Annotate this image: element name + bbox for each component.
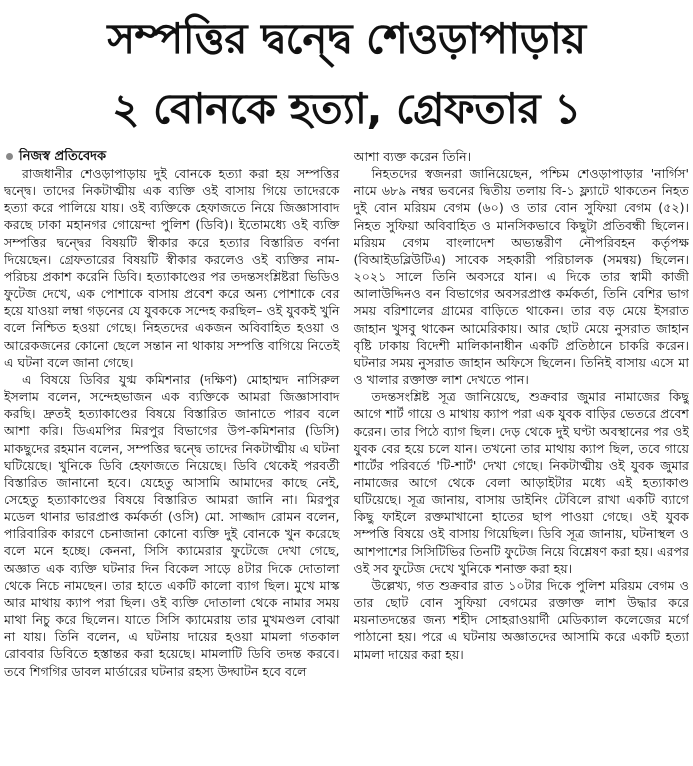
paragraph: উল্লেখ্য, গত শুক্রবার রাত ১০টার দিকে পুলিশ মরিয়ম বেগম ও তার ছোট বোন সুফিয়া বেগমের রক্তাক্ত লাশ উদ্ধার করে ময়নাতদন্তের জন্য শহীদ সোহরাওয়ার্দী মেডিক্যাল কলেজের মর্গে পাঠানো হয়। পরে এ ঘটনায় অজ্ঞাতদের আসামি করে একটি হত্যা মামলা দায়ের করা হয়। xyxy=(353,577,689,662)
headline-line-1: সম্পত্তির দ্বন্দ্বে শেওড়াপাড়ায় xyxy=(107,14,586,63)
byline xyxy=(4,148,340,165)
paragraph: তদন্তসংশ্লিষ্ট সূত্র জানিয়েছে, শুক্রবার জুমার নামাজের কিছু আগে শার্ট গায়ে ও মাথায় ক্যাপ পরা এক যুবক বাড়ির ভেতরে প্রবেশ করেন। তার পিঠে ব্যাগ ছিল। দেড় থেকে দুই ঘণ্টা অবস্থানের পর ওই যুবক বের হয়ে চলে যান। তখনো তার মাথায় ক্যাপ ছিল, তবে গায়ে শার্টের পরিবর্তে 'টি-শার্ট' দেখা গেছে। নিকটাত্মীয় ওই যুবক জুমার নামাজের আগে থেকে বেলা আড়াইটার মধ্যে এই হত্যাকাণ্ড ঘটিয়েছে। সূত্র জানায়, বাসায় ডাইনিং টেবিলে রাখা একটি ব্যাগে কিছু ফাইলে রক্তমাখানো হাতের ছাপ পাওয়া গেছে। ওই যুবক সম্পত্তি বিষয়ে ওই বাসায় গিয়েছিল। ডিবি সূত্র জানায়, ঘটনাস্থল ও আশপাশের সিসিটিভির তিনটি ফুটেজ নিয়ে বিশ্লেষণ করা হয়। এরপর ওই সব ফুটেজ দেখে খুনিকে শনাক্ত করা হয়। xyxy=(353,389,689,576)
byline-text: নিজস্ব প্রতিবেদক xyxy=(19,149,107,164)
bullet-icon xyxy=(6,153,13,160)
article-column-2 xyxy=(354,148,690,764)
paragraph: রাজধানীর শেওড়াপাড়ায় দুই বোনকে হত্যা করা হয় সম্পত্তির দ্বন্দ্বে। তাদের নিকটাত্মীয় এক ব্যক্তি ওই বাসায় গিয়ে তাদেরকে হত্যা করে পালিয়ে যায়। ওই ব্যক্তিকে হেফাজতে নিয়ে জিজ্ঞাসাবাদ করছে ঢাকা মহানগর গোয়েন্দা পুলিশ (ডিবি)। ইতোমধ্যে ওই ব্যক্তি সম্পত্তির দ্বন্দ্বের বিষয়টি স্বীকার করে হত্যার বিস্তারিত বর্ণনা দিয়েছেন। গ্রেফতারের বিষয়টি স্বীকার করলেও ওই ব্যক্তির নাম-পরিচয় প্রকাশ করেনি ডিবি। হত্যাকাণ্ডের পর তদন্তসংশ্লিষ্টরা ভিডিও ফুটেজ দেখে, এক পোশাকে বাসায় প্রবেশ করে অন্য পোশাকে বের হয়ে যাওয়া লম্বা গড়নের যে যুবককে সন্দেহ করছিল– ওই যুবকই খুনি বলে নিশ্চিত হওয়া গেছে। নিহতদের একজন অবিবাহিত হওয়া ও আরেকজনের কোনো ছেলে সন্তান না থাকায় সম্পত্তি বাগিয়ে নিতেই এ ঘটনা বলে জানা গেছে। xyxy=(4,166,340,370)
article-body xyxy=(4,148,689,764)
paragraph: নিহতদের স্বজনরা জানিয়েছেন, পশ্চিম শেওড়াপাড়ার 'নার্গিস' নামে ৬৮৯ নম্বর ভবনের দ্বিতীয় তলায় বি-১ ফ্ল্যাটে থাকতেন নিহত দুই বোন মরিয়ম বেগম (৬০) ও তার বোন সুফিয়া বেগম (৫২)। নিহত সুফিয়া অবিবাহিত ও মানসিকভাবে কিছুটা প্রতিবন্ধী ছিলেন। মরিয়ম বেগম বাংলাদেশ অভ্যন্তরীণ নৌপরিবহন কর্তৃপক্ষ (বিআইডব্লিউটিএ) সাবেক সহকারী পরিচালক (সমন্বয়) ছিলেন। ২০২১ সালে তিনি অবসরে যান। এ দিকে তার স্বামী কাজী আলাউদ্দিনও বন বিভাগের অবসরপ্রাপ্ত কর্মকর্তা, তিনি বেশির ভাগ সময় বরিশালের গ্রামের বাড়িতে থাকেন। তার বড় মেয়ে ইসরাত জাহান খুসবু থাকেন আমেরিকায়। আর ছোট মেয়ে নুসরাত জাহান বৃষ্টি ঢাকায় বিদেশী মালিকানাধীন একটি প্রতিষ্ঠানে চাকরি করেন। ঘটনার সময় নুসরাত জাহান অফিসে ছিলেন। তিনিই বাসায় এসে মা ও খালার রক্তাক্ত লাশ দেখতে পান। xyxy=(353,166,689,388)
headline-line-2: ২ বোনকে হত্যা, গ্রেফতার ১ xyxy=(112,84,581,133)
paragraph: এ বিষয়ে ডিবির যুগ্ম কমিশনার (দক্ষিণ) মোহাম্মদ নাসিরুল ইসলাম বলেন, সন্দেহভাজন এক ব্যক্তিকে আমরা জিজ্ঞাসাবাদ করছি। দ্রুতই হত্যাকাণ্ডের বিষয়ে বিস্তারিত জানাতে পারব বলে আশা করি। ডিএমপির মিরপুর বিভাগের উপ-কমিশনার (ডিসি) মাকছুদের রহমান বলেন, সম্পত্তির দ্বন্দ্বে তাদের নিকটাত্মীয় এ ঘটনা ঘটিয়েছে। খুনিকে ডিবি হেফাজতে নিয়েছে। ডিবি থেকেই পরবর্তী বিস্তারিত জানানো হবে। যেহেতু আসামি আমাদের কাছে নেই, সেহেতু হত্যাকাণ্ডের বিষয়ে বিস্তারিত আমরা জানি না। মিরপুর মডেল থানার ভারপ্রাপ্ত কর্মকর্তা (ওসি) মো. সাজ্জাদ রোমন বলেন, পারিবারিক কারণে চেনাজানা কোনো ব্যক্তি দুই বোনকে খুন করেছে বলে মনে হচ্ছে। কেননা, সিসি ক্যামেরার ফুটেজে দেখা গেছে, অজ্ঞাত এক ব্যক্তি ঘটনার দিন বিকেল সাড়ে ৪টার দিকে দোতালা থেকে নিচে নামছেন। তার হাতে একটি কালো ব্যাগ ছিল। মুখে মাস্ক আর মাথায় ক্যাপ পরা ছিল। ওই ব্যক্তি দোতালা থেকে নামার সময় মাথা নিচু করে ছিলেন। যাতে সিসি ক্যামেরায় তার মুখমণ্ডল বোঝা না যায়। তিনি বলেন, এ ঘটনায় দায়ের হওয়া মামলা গতকাল রোববার ডিবিতে হস্তান্তর করা হয়েছে। মামলাটি ডিবি তদন্ত করবে। তবে শিগগির ডাবল মার্ডারের ঘটনার রহস্য উদ্ঘাটন হবে বলে xyxy=(4,371,340,679)
paragraph: আশা ব্যক্ত করেন তিনি। xyxy=(353,149,472,164)
headline xyxy=(0,4,693,144)
article-column-1 xyxy=(4,148,340,764)
